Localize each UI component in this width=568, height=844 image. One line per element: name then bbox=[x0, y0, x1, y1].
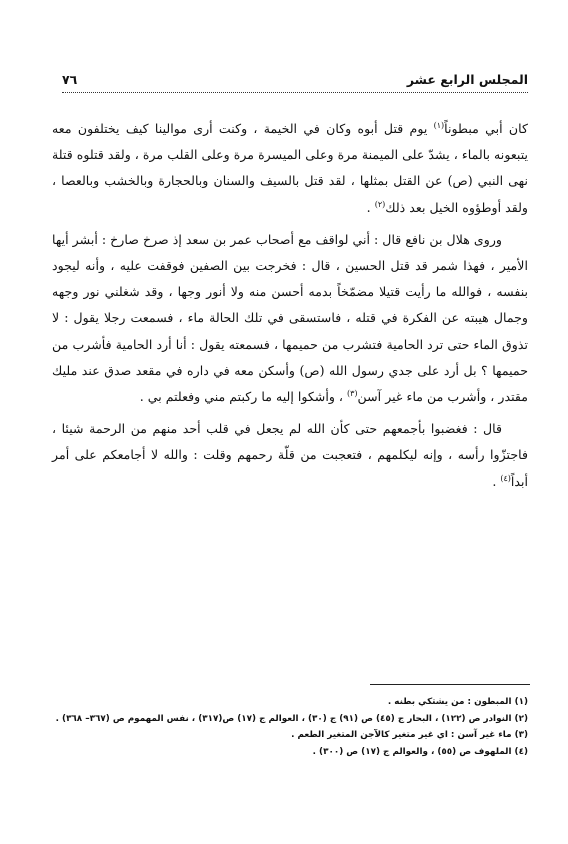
paragraph-2-text-a: وروى هلال بن نافع قال : أني لواقف مع أصحاب عمر بن سعد إذ صرخ صارخ : أبشر أيها الأمير ، فهذا شمر قد قتل الحسين ، قال : فخرجت بين الصفين فوقفت عليه ، وأنه ليجود بنفسه ، فوالله ما رأيت قتيلا مضمّخاً بدمه أحسن منه ولا أنور وجها ، وقد شغلني نور وجهه وجمال هيبته عن الفكرة في قتله ، فاستسقى في تلك الحالة ماء ، فسمعت رجلا يقول : لا تذوق الماء حتى ترد الحامية فتشرب من حميمها ، فسمعته يقول : أنا أرد الحامية فأشرب من حميمها ؟ بل أرد على جدي رسول الله (ص) وأسكن معه في داره في مقعد صدق عند مليك مقتدر ، وأشرب من ماء غير آسن bbox=[52, 231, 528, 405]
page-number: ٧٦ bbox=[62, 72, 78, 87]
section-title: المجلس الرابع عشر bbox=[406, 72, 528, 87]
paragraph-3-text-b: . bbox=[492, 473, 501, 489]
footnote-separator bbox=[370, 684, 530, 685]
paragraph-1-text-a: كان أبي مبطوناً bbox=[444, 121, 528, 136]
footnote-ref-1: (١) bbox=[433, 120, 445, 130]
paragraph-1 bbox=[52, 116, 528, 221]
footnote-ref-3: (٣) bbox=[347, 388, 358, 398]
running-header bbox=[62, 70, 528, 93]
paragraph-1-text-b: يوم قتل أبوه وكان في الخيمة ، وكنت أرى موالينا كيف يختلفون معه يتبعونه بالماء ، يشدّ على الميمنة مرة وعلى الميسرة مرة وعلى القلب مرة ، ولقد قتلوه قتلة نهى النبي (ص) عن القتل بمثلها ، لقد قتل بالسيف والسنان وبالحجارة وبالخشب وبالعصا ، ولقد أوطؤوه الخيل بعد ذلك bbox=[52, 121, 528, 215]
paragraph-3-text-a: قال : فغضبوا بأجمعهم حتى كأن الله لم يجعل في قلب أحد منهم من الرحمة شيئا ، فاجتزّوا رأسه ، وإنه ليكلمهم ، فتعجبت من قلّة رحمهم وقلت : والله لا أجامعكم على أمر أبداً bbox=[52, 421, 528, 489]
paragraph-2 bbox=[52, 227, 528, 410]
footnote-4: (٤) الملهوف ص (٥٥) ، والعوالم ج (١٧) ص (٣٠٠) . bbox=[312, 746, 528, 757]
paragraph-2-text-b: ، وأشكوا إليه ما ركبتم مني وفعلتم بي . bbox=[139, 389, 347, 405]
footnote-2: (٢) النوادر ص (١٢٢) ، البحار ج (٤٥) ص (٩١) ج (٣٠) ، العوالم ج (١٧) ص(٣١٧) ، نفس المهموم ص (٣٦٧– ٣٦٨) . bbox=[55, 713, 528, 724]
paragraph-1-text-c: . bbox=[366, 199, 375, 215]
footnote-3: (٣) ماء غير آسن : اي غير متغير كالآجن المتغير الطعم . bbox=[291, 730, 528, 741]
footnote-1: (١) المبطون : من يشتكي بطنه . bbox=[387, 697, 528, 707]
main-text bbox=[52, 116, 528, 495]
footnote-ref-4: (٤) bbox=[500, 473, 511, 483]
paragraph-3 bbox=[52, 416, 528, 495]
footnote-ref-2: (٢) bbox=[374, 199, 386, 209]
footnotes bbox=[52, 694, 528, 760]
